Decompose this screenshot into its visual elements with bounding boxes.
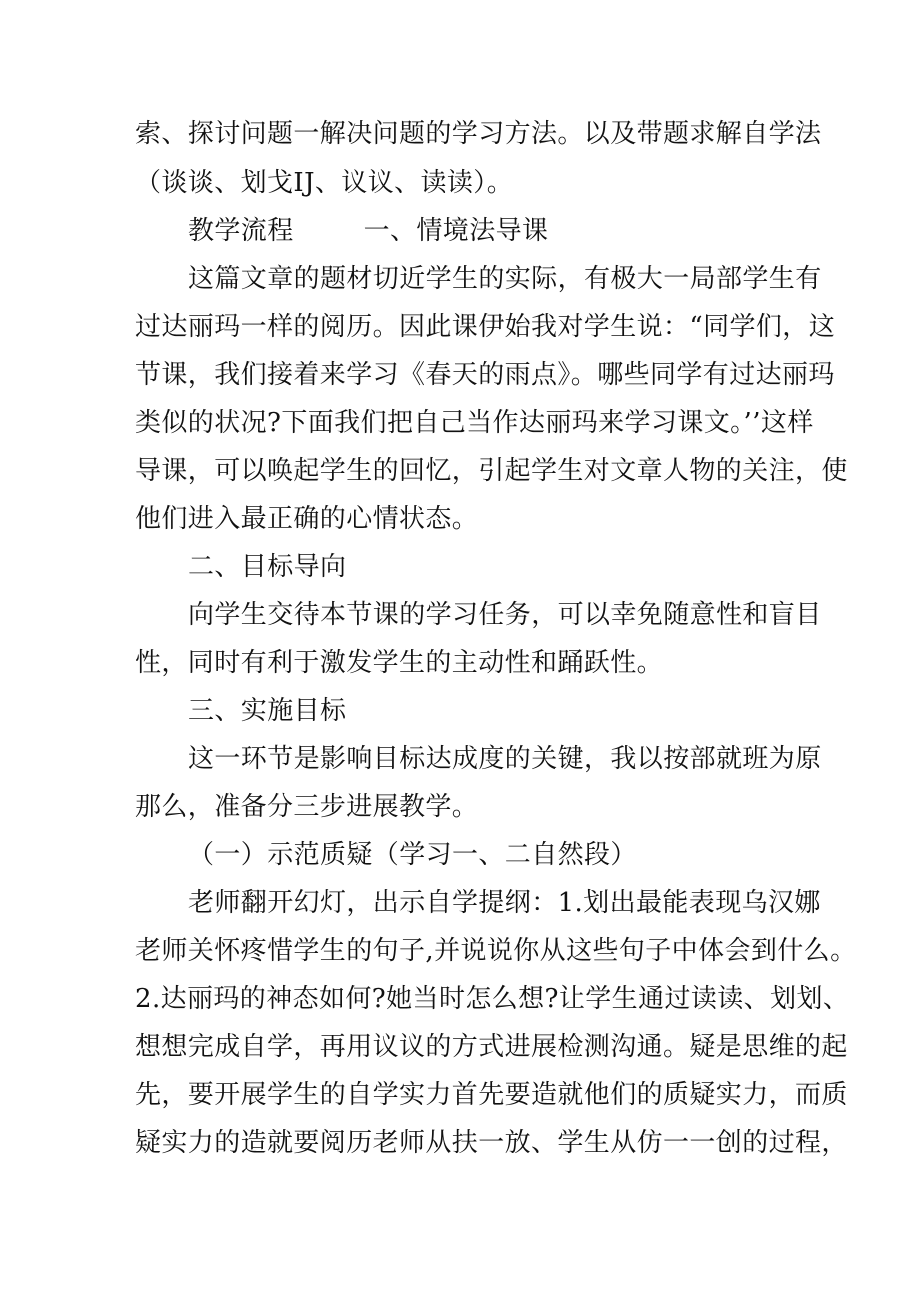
paragraph-line: 节课，我们接着来学习《春天的雨点》。哪些同学有过达丽玛: [135, 360, 835, 390]
teaching-flow-label: 教学流程: [188, 216, 294, 246]
paragraph-line: 过达丽玛一样的阅历。因此课伊始我对学生说：“同学们，这: [135, 312, 836, 342]
section-heading: 三、实施目标: [188, 696, 347, 726]
section-heading-row: [188, 211, 808, 251]
paragraph-line: 那么，准备分三步进展教学。: [135, 792, 479, 822]
paragraph-line: 向学生交待本节课的学习任务，可以幸免随意性和盲目: [188, 600, 822, 630]
paragraph-line: 2.达丽玛的神态如何?她当时怎么想?让学生通过读读、划划、: [135, 984, 850, 1014]
paragraph-line: 老师关怀疼惜学生的句子,并说说你从这些句子中体会到什么。: [135, 936, 857, 966]
paragraph-line: 导课，可以唤起学生的回忆，引起学生对文章人物的关注，使: [135, 456, 848, 486]
paragraph-line: 类似的状况?下面我们把自己当作达丽玛来学习课文。’’这样: [135, 408, 814, 438]
paragraph-line: 他们进入最正确的心情状态。: [135, 504, 479, 534]
paragraph-line: 性，同时有利于激发学生的主动性和踊跃性。: [135, 648, 664, 678]
paragraph-line: 疑实力的造就要阅历老师从扶一放、学生从仿一一创的过程，: [135, 1128, 848, 1158]
paragraph-line: 先，要开展学生的自学实力首先要造就他们的质疑实力，而质: [135, 1080, 848, 1110]
paragraph-line: 索、探讨问题一解决问题的学习方法。以及带题求解自学法: [135, 119, 822, 149]
section-heading: 一、情境法导课: [363, 216, 549, 246]
section-heading: 二、目标导向: [188, 552, 347, 582]
paragraph-line: 这篇文章的题材切近学生的实际，有极大一局部学生有: [188, 264, 822, 294]
paragraph-line: （谈谈、划戈IJ、议议、读读）。: [135, 168, 514, 198]
subsection-heading: （一）示范质疑（学习一、二自然段）: [188, 840, 637, 870]
paragraph-line: 想想完成自学，再用议议的方式进展检测沟通。疑是思维的起: [135, 1032, 848, 1062]
paragraph-line: 这一环节是影响目标达成度的关键，我以按部就班为原: [188, 744, 822, 774]
paragraph-line: 老师翻开幻灯，出示自学提纲：1.划出最能表现乌汉娜: [188, 888, 821, 918]
